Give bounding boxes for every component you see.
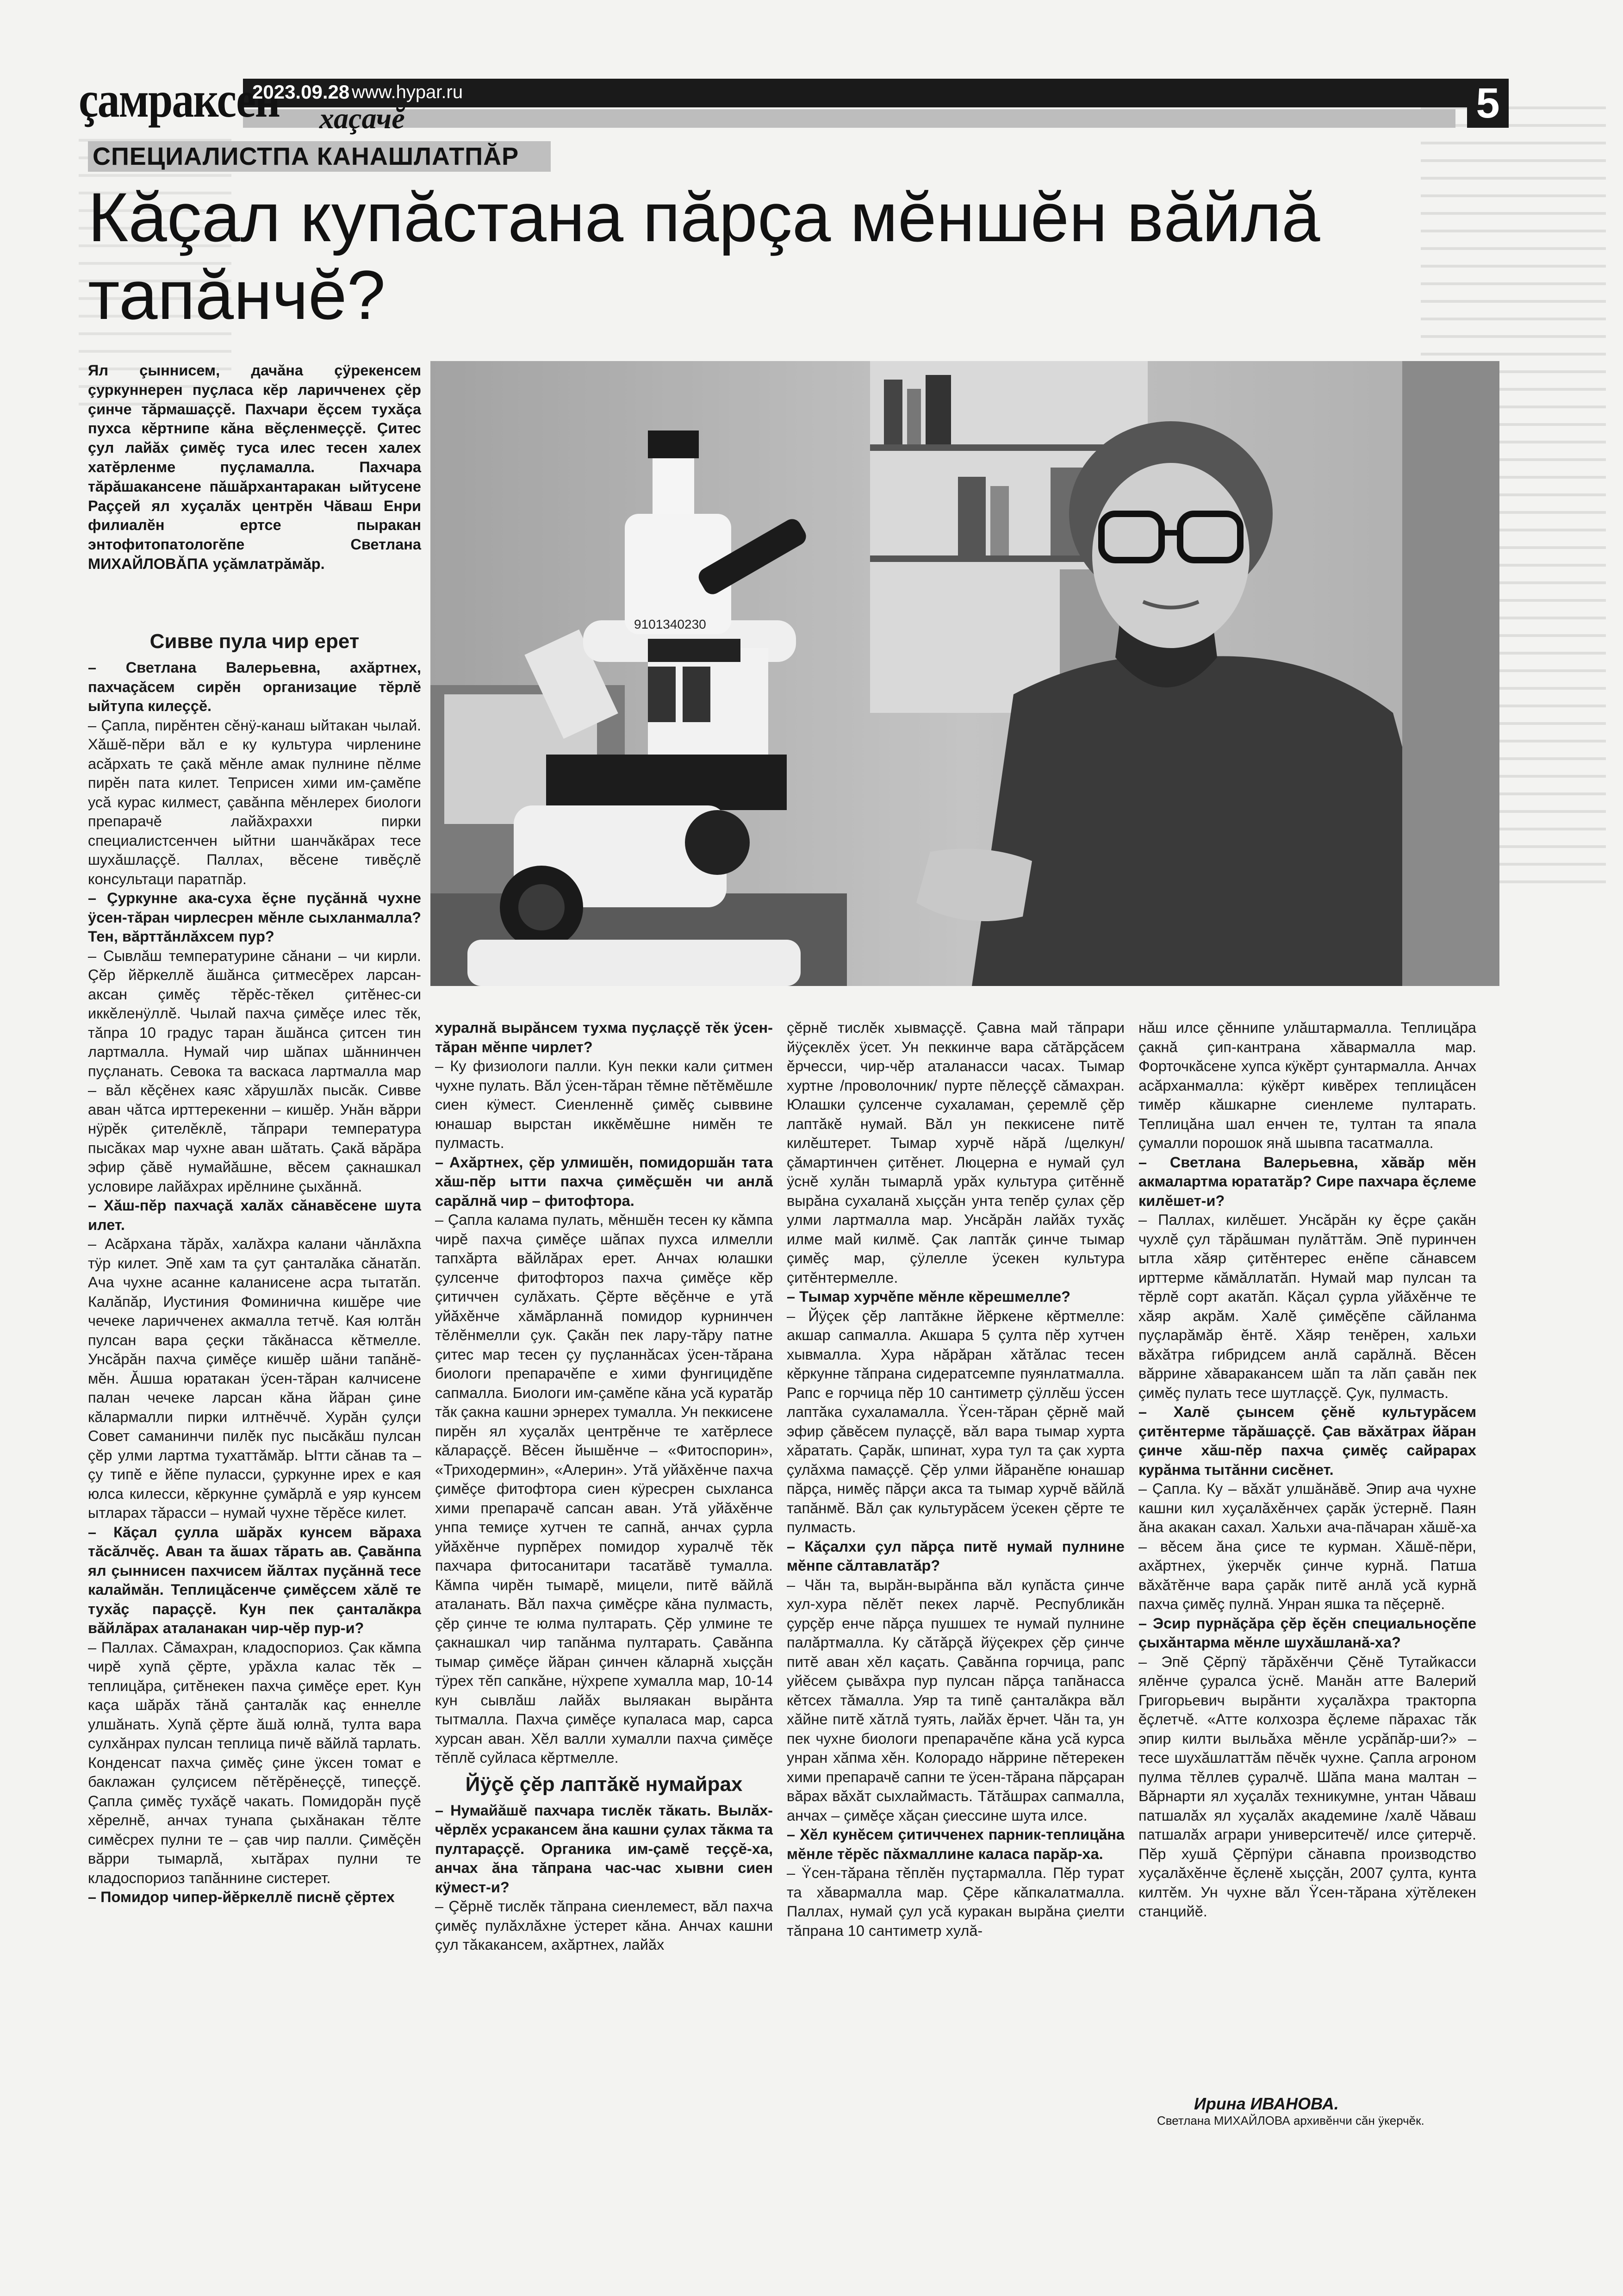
- interview-question: – Тымар хурчĕпе мĕнле кĕрешмелле?: [787, 1288, 1071, 1305]
- interview-answer: – Асăрхана тăрăх, халăхра калани чăнлăхпа тÿр килет. Эпĕ хам та çут çанталăка сăнатăп. Ача чухне асанне каланисене асра тытатăп. Калăпăр, Иустиния Фоминична кишĕре чие чечеке ларичченех акмалла тетчĕ. Кая юлтăн пулсан вара çеçки тăкăнасса кĕтмелле. Унсăрăн пахча çимĕçе кишĕр шăни тапăнĕ-мĕн. Ăшша юратакан ÿсен-тăран калчисене палан чечеке ларсан кăна йăран çине кăлармалли пирки илтнĕччĕ. Хурăн çулçи Совет саманинчи пилĕк пус пысăкăш пулсан çĕр улми лартма тухаттăмăр. Ытти сăнав та – çу типĕ е йĕпе пуласси, çуркунне ирех е кая юлса килесси, кĕркунне çумăрлă е уяр кунсем ытларах тăрасси – нумай чухне тĕрĕсе килет.: [88, 1235, 421, 1521]
- page-number: 5: [1467, 79, 1509, 128]
- author-signature: Ирина ИВАНОВА.: [1194, 2094, 1339, 2113]
- column-1: [88, 625, 421, 1907]
- website-url: www.hypar.ru: [352, 82, 463, 102]
- interview-question: – Нумайăшĕ пахчара тислĕк тăкать. Вылăх-чĕрлĕх усракансем ăна кашни çулах тăкма та пултараççĕ. Органика им-çамĕ теççĕ-ха, анчах ăна тăпрана час-час хывни сиен кÿмест-и?: [435, 1802, 773, 1896]
- interview-answer: нăш илсе çĕннипе улăштармалла. Теплицăра çакнă çип-кантрана хăвармалла мар. Форточкăсене хупса кÿкĕрт çунтармалла. Анчах асăрханмалла: кÿкĕрт кивĕрех теплицăсен тимĕр кăшкарне сиенлеме пултарать. Теплицăна шал енчен те, тултан та япала çумалли порошок янă шывпа тасатмалла.: [1138, 1019, 1476, 1151]
- interview-answer: – Ÿсен-тăрана тĕплĕн пуçтармалла. Пĕр турат та хăвармалла мар. Çĕре кăпкалатмалла. Паллах, нумай çул усă куракан вырăна çиелти тăпрана 10 сантиметр хулă-: [787, 1865, 1125, 1939]
- interview-question: – Помидор чипер-йĕркеллĕ писнĕ çĕртех: [88, 1889, 395, 1905]
- interview-question: хуралнă вырăнсем тухма пуçлаççĕ тĕк ÿсен-тăран мĕнпе чирлет?: [435, 1019, 773, 1055]
- interview-answer: – Йÿçек çĕр лаптăкне йĕркене кĕртмелле: акшар сапмалла. Акшара 5 çулта пĕр хутчен хывмалла. Хура нăрăран хăтăлас тесен кĕркунне тăпрана сидератсемпе пуянлатмалла. Рапс е горчица пĕр 10 сантиметр çÿллĕш ÿссен лаптăка сухаламалла. Ÿсен-тăран çĕрнĕ май эфир çăвĕсем пулаççĕ, вăл вара тымар хурта хăратать. Çарăк, шпинат, хура тул та çак хурта çулăхма памаççĕ. Çĕр улми йăранĕпе юнашар пăрçа, нимĕç пăрçи акса та тымар хурчĕ вăйлă тапăнмĕ. Вăл çак культурăсем ÿсекен çĕрте те пулмасть.: [787, 1307, 1125, 1535]
- interview-answer: – Çапла. Ку – вăхăт улшăнăвĕ. Эпир ача чухне кашни кил хуçалăхĕнчех çарăк ÿстернĕ. Паян ăна акакан сахал. Хальхи ача-пăчаран хăшĕ-ха – вĕсем ăна çисе те курман. Хăшĕ-пĕри, ахăртнех, ÿкерчĕк çинче курнă. Патша вăхăтĕнче вара çарăк питĕ анлă усă курнă пахча çимĕç пулнă. Унран яшка та пĕçернĕ.: [1138, 1480, 1476, 1612]
- interview-question: – Светлана Валерьевна, ахăртнех, пахчаçăсем сирĕн организацие тĕрлĕ ыйтупа килеççĕ.: [88, 659, 421, 714]
- column-2-text: [435, 1018, 773, 1955]
- interview-question: – Халĕ çынсем çĕнĕ культурăсем çитĕнтерме тăрăшаççĕ. Çав вăхăтрах йăран çинче хăш-пĕр пахча çимĕç сайрарах курăнма тытăнни сисĕнет.: [1138, 1404, 1476, 1478]
- interview-answer: – Çĕрнĕ тислĕк тăпрана сиенлемест, вăл пахча çимĕç пулăхлăхне ÿстерет кăна. Анчах кашни çул тăкакансем, ахăртнех, лайăх: [435, 1898, 773, 1953]
- photo-microscope-scientist: [430, 361, 1499, 986]
- masthead: [79, 71, 1509, 135]
- column-4-text: [1138, 1018, 1476, 1922]
- interview-question: – Хăш-пĕр пахчаçă халăх сăнавĕсене шута илет.: [88, 1197, 421, 1233]
- issue-date: 2023.09.28: [252, 81, 350, 103]
- column-3: [787, 1018, 1125, 1940]
- column-3-text: [787, 1018, 1125, 1940]
- interview-answer: – Чăн та, вырăн-вырăнпа вăл купăста çинче хул-хура пĕлĕт пекех ларчĕ. Республикăн çурçĕр енче пăрçа пушшех те нумай пулнине палăртмалла. Ку сăтăрçă йÿçекрех çĕр çинче питĕ аван хĕл каçать. Çавăнпа горчица, рапс уйĕсем çывăхра пур пулсан пăрçа тапăнасса кĕтсех тăмалла. Уяр та типĕ çанталăкра вăл хăйне питĕ хăтлă туять, лайăх ĕрчет. Чăн та, ун пек чухне биологи препарачĕпе кăна усă курса унран хăпма хĕн. Колорадо нăррине пĕтерекен хими препарачĕ сапни те ÿсен-тăрана пăрçаран вăрах вăхăт сыхлаймасть. Тăтăшрах сапмалла, анчах – çимĕçе хăçан çиессине шута илсе.: [787, 1576, 1125, 1824]
- article-lead: Ял çыннисем, дачăна çÿрекенсем çуркуннерен пуçласа кĕр ларичченех çĕр çинче тăрмашаççĕ. Пахчари ĕçсем тухăçа пухса кĕртнипе кăна вĕçленмеççĕ. Çитес çул лайăх çимĕç туса илес тесен халех хатĕрленме пуçламалла. Пахчара тăрăшакансене пăшăрхантаракан ыйтусене Раççей ял хуçалăх центрĕн Чăваш Енри филиалĕн ертсе пыракан энтофитопатологĕпе Светлана МИХАЙЛОВĂПА уçăмлатрăмăр.: [88, 362, 421, 572]
- interview-question: – Кăçал çулла шăрăх кунсем вăраха тăсăлчĕç. Аван та ăшах тăрать ав. Çавăнпа ял çыннисен пахчисем йăлтах пуçăннă тесе калаймăн. Теплицăсенче çимĕçсем хăлĕ те тухăç параççĕ. Кун пек çанталăкра вăйлăрах аталанакан чир-чĕр пур-и?: [88, 1523, 421, 1636]
- column-1-text: [88, 658, 421, 1907]
- interview-question: – Светлана Валерьевна, хăвăр мĕн акмалартма юрататăр? Сире пахчара ĕçлеме килĕшет-и?: [1138, 1154, 1476, 1209]
- interview-answer: – Çапла, пирĕнтен сĕнÿ-канаш ыйтакан чылай. Хăшĕ-пĕри вăл е ку культура чирленине асăрхать те çакă мĕнле амак пулнине пĕлме пирĕн пата килет. Теприсен хими им-çамĕпе усă курас килмест, çавăнпа мĕнлерех биологи препарачĕ лайăхраххи пирки специалистсенчен ыйтни шанчăкăрах тесе шухăшлаççĕ. Паллах, вĕсене тивĕçлĕ консультаци паратпăр.: [88, 717, 421, 887]
- article-photo: [430, 361, 1499, 986]
- masthead-subbar: [243, 109, 1455, 128]
- interview-question: – Эсир пурнăçăра çĕр ĕçĕн специальноçĕпе çыхăнтарма мĕнле шухăшланă-ха?: [1138, 1615, 1476, 1651]
- rubric-label: СПЕЦИАЛИСТПА КАНАШЛАТПĂР: [93, 143, 519, 170]
- interview-answer: çĕрнĕ тислĕк хывмаççĕ. Çавна май тăпрари йÿçеклĕх ÿсет. Ун пеккинче вара сăтăрçăсем ĕрчесси, чир-чĕр аталанасси часах. Тымар хуртне /проволочник/ пурте пĕлеççĕ сăмахран. Юлашки çулсенче сухаламан, çеремлĕ çĕр лаптăкĕ нумай. Вăл ун пеккисене питĕ килĕштерет. Тымар хурчĕ нăрă /щелкун/ çăмартинчен çитĕнет. Люцерна е нумай çул ÿснĕ хулăн тымарлă урăх культура çитĕннĕ вырăна сухаланă хыççăн унта тепĕр çулах çĕр улми лартмалла мар. Унсăрăн лайăх тухăç илме май килмĕ. Çак лаптăк çинче тымар çимĕç мар, çÿлелле ÿсекен культура çитĕнтермелле.: [787, 1019, 1125, 1286]
- article-headline: Кăçал купăстана пăрçа мĕншĕн вăйлă тапăнчĕ?: [88, 178, 1320, 334]
- microscope-serial-label: 9101340230: [634, 617, 706, 631]
- interview-question: – Хĕл кунĕсем çитичченех парник-теплицăна мĕнле тĕрĕс пăхмаллине каласа парăр-ха.: [787, 1826, 1125, 1862]
- interview-answer: – Паллах, килĕшет. Унсăрăн ку ĕçре çакăн чухлĕ çул тăрăшман пулăттăм. Эпĕ пуринчен ытла хăяр çитĕнтерес енĕпе сăнавсем ирттерме кăмăллатăп. Нумай мар пулсан та тĕрлĕ сорт акатăп. Кăçал çурла уйăхĕнче те хăяр акрăм. Халĕ çимĕçĕпе сăйланма пуçларăмăр ĕнтĕ. Хăяр тенĕрен, хальхи вăхăтра гибридсем анлă сарăлнă. Вĕсен вăррине хăваракансем шăп та лăп çавăн пек çимĕç пулать тесе шутлаççĕ. Çук, пулмасть.: [1138, 1211, 1476, 1401]
- column-2: [435, 1018, 773, 1955]
- interview-answer: – Çапла калама пулать, мĕншĕн тесен ку кăмпа чирĕ пахча çимĕçе шăпах пухса илмелли тапхăрта вăйлăрах ерет. Анчах юлашки çулсенче фитофтороз пахча çимĕçе кĕр çитиччен сулăхать. Çĕрте вĕçĕнче е утă уйăхĕнче хăмăрланнă помидор курнинчен тĕлĕнмелли çук. Çакăн пек лару-тăру патне çитес мар тесен çу пуçланнăсах ÿсен-тăрана биологи препарачĕпе е хими фунгицидĕпе сапмалла. Биологи им-çамĕпе кăна усă куратăр тăк çакна кашни эрнерех тумалла. Ун пеккисене пирĕн ял хуçалăх центрĕнче те хатĕрлесе кăлараççĕ. Вĕсен йышĕнче – «Фитоспорин», «Триходермин», «Алерин». Утă уйăхĕнче пахча çимĕçе фитофтора сиен кÿресрен сыхланса хими препарачĕ сапсан аван. Утă уйăхĕнче унпа темиçе хутчен те сапнă, анчах çурла уйăхĕнче пурпĕрех помидор хуралчĕ тĕк пахчара фитосанитари тасатăвĕ тумалла. Кăмпа чирĕн тымарĕ, мицели, питĕ вăйлă аталанать. Вăл пахча çимĕçре кăна пулмасть, çĕр çинче те юлма пултарать. Çĕр улмине те çакнашкал чир тапăнма пултарать. Çавăнпа тымар çимĕçе йăран çинчен кăларнă хыççăн тÿрех тĕп сапкăне, нÿхрепе хумалла мар, 10-14 кун сывлăш лайăх выляакан вырăнта тытмалла. Пахча çимĕçе купаласа мар, сарса хурсан аван. Хĕл валли хумалли пахча çимĕçе тĕплĕ суйласа кĕртмелле.: [435, 1211, 773, 1766]
- photo-credit: Светлана МИХАЙЛОВА архивĕнчи сăн ÿкерчĕк.: [1157, 2114, 1424, 2128]
- interview-answer: – Эпĕ Çĕрпÿ тăрăхĕнчи Çĕнĕ Тутайкасси ялĕнче çуралса ÿснĕ. Манăн атте Валерий Григорьевич вырăнти хуçалăхра тракторпа ĕçлетчĕ. «Атте колхозра ĕçлеме пăрахас тăк эпир килти выльăха мĕнле усрăпăр-ши?» – тесе шухăшлаттăм пĕчĕк чухне. Çапла агроном пулма тĕллев çуралчĕ. Шăпа мана малтан – Вăрнарти ял хуçалăх техникумне, унтан Чăваш патшалăх ял хуçалăх академине /халĕ Чăваш патшалăх аграри университечĕ/ илсе çитерчĕ. Пĕр хушă Çĕрпÿри сăнавпа производство хуçалăхĕнче ĕçленĕ хыççăн, 2007 çулта, кунта килтĕм. Ун чухне вăл Ÿсен-тăрана хÿтĕлекен станцийĕ.: [1138, 1653, 1476, 1920]
- newspaper-logo: çамраксен: [79, 71, 280, 128]
- interview-answer: – Сывлăш температурине сăнани – чи кирли. Çĕр йĕркеллĕ ăшăнса çитмесĕрех ларсан-аксан çимĕç тĕрĕс-тĕкел çитĕнес-си иккĕленÿллĕ. Чылай пахча çимĕçе илес тĕк, тăпра 10 градус таран ăшăнса çитсен тин лартмалла. Нумай чир шăпах шăннинчен пуçланать. Севока та васкаса лартмалла мар – вăл кĕçĕнех каяс хăрушлăх пысăк. Сивве аван чăтса ирттерекенни – кишĕр. Унăн вăрри нÿрĕк çителĕклĕ, тăпрари температура пысăках мар чухне аван шăтать. Çакă вăрăра эфир çăвĕ нумайăшне, вĕсем çакнашкал условире лайăхрах ирĕлнине çыхăннă.: [88, 947, 421, 1195]
- interview-answer: – Ку физиологи палли. Кун пекки кали çитмен чухне пулать. Вăл ÿсен-тăран тĕмне пĕтĕмĕшле сиен кÿмест. Сиенленнĕ çимĕç сыввине юнашар вырстан иккĕмĕшне нимĕн те пулмасть.: [435, 1058, 773, 1151]
- section-heading: Йÿçĕ çĕр лаптăкĕ нумайрах: [465, 1772, 743, 1796]
- interview-question: – Кăçалхи çул пăрçа питĕ нумай пулнине мĕнпе сăлтавлатăр?: [787, 1538, 1125, 1574]
- interview-question: – Çуркунне ака-суха ĕçне пуçăннă чухне ÿсен-тăран чирлесрен мĕнле сыхланмалла? Тен, вăрттăнлăхсем пур?: [88, 890, 421, 945]
- newspaper-subtitle: хаçачĕ: [319, 102, 405, 135]
- section-heading: Сивве пула чир ерет: [149, 630, 360, 653]
- interview-answer: – Паллах. Сăмахран, кладоспориоз. Çак кăмпа чирĕ хупă çĕрте, урăхла калас тĕк – теплицăра, çитĕнекен пахча çимĕçе ерет. Кун каçа шăрăх тăнă çанталăк каç еннелле улшăнать. Хупă çĕрте ăшă юлнă, тулта вара сулхăнрах пулсан теплица пичĕ вăйлă тарлать. Конденсат пахча çимĕç çине ÿксен томат е баклажан çулçисем пĕтĕрĕнеççĕ, типеççĕ. Çапла çимĕç тухăçĕ чакать. Помидорăн пуçĕ хĕрелнĕ, анчах тунапа çыхăнакан тĕлте симĕсрех пулни те – çав чир палли. Çимĕçĕн вăрри тымарлă, хытăрах пулни те кладоспориоз тапăннине систерет.: [88, 1639, 421, 1886]
- interview-question: – Ахăртнех, çĕр улмишĕн, помидоршăн тата хăш-пĕр ытти пахча çимĕçшĕн чи анлă сарăлнă чир – фитофтора.: [435, 1154, 773, 1209]
- column-4: [1138, 1018, 1476, 1922]
